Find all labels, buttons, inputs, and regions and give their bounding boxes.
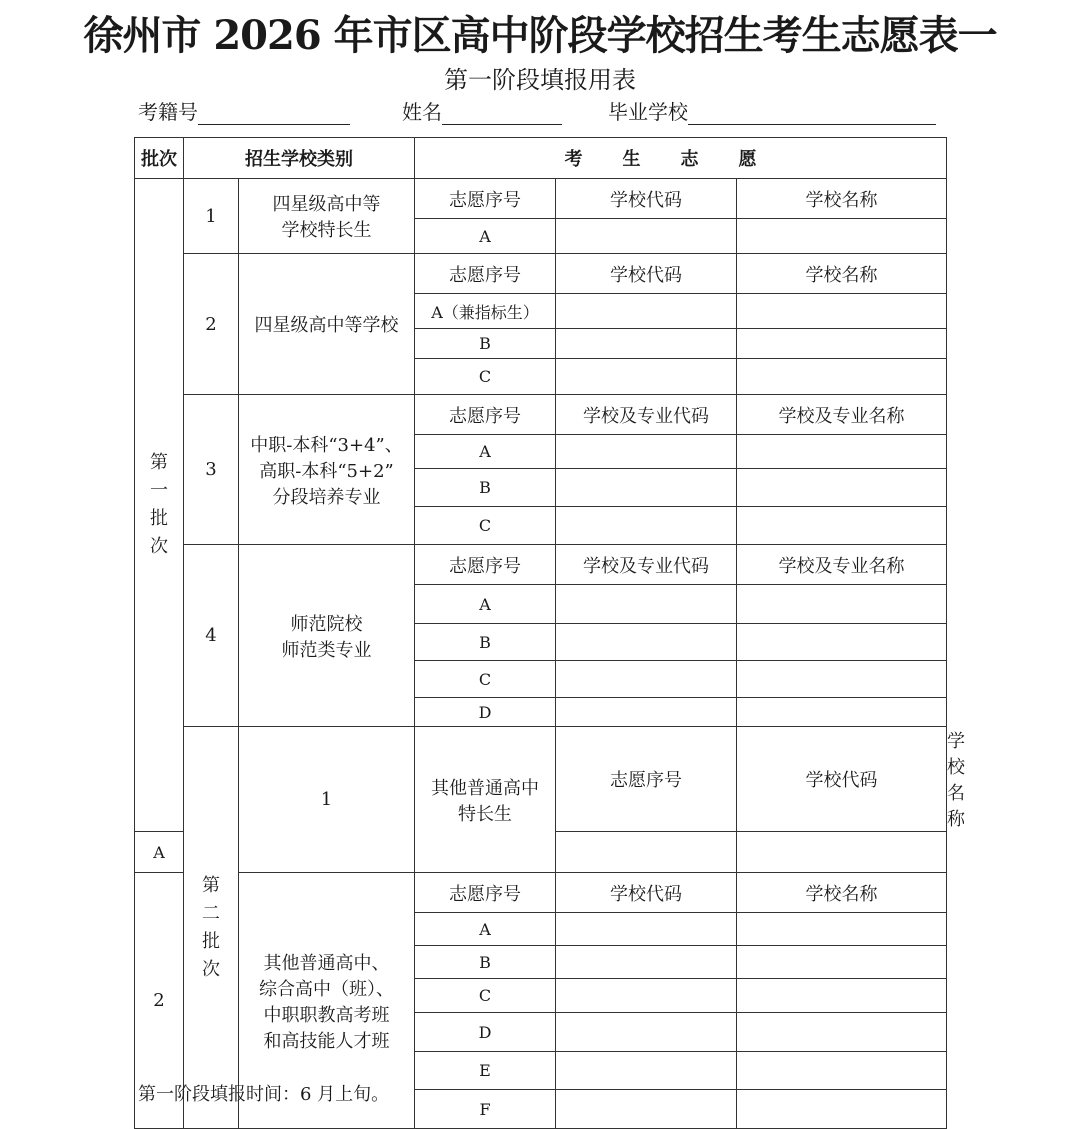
name-cell[interactable] <box>737 435 947 469</box>
name-cell[interactable] <box>737 624 947 661</box>
code-cell[interactable] <box>556 329 737 359</box>
col-name: 学校及专业名称 <box>737 545 947 585</box>
batch1-label: 第 一 批 次 <box>135 179 184 832</box>
name-cell[interactable] <box>737 507 947 545</box>
table-row <box>135 873 947 913</box>
exam-no-blank[interactable] <box>198 102 350 125</box>
code-cell[interactable] <box>556 294 737 329</box>
code-cell[interactable] <box>556 219 737 254</box>
code-cell[interactable] <box>556 1013 737 1052</box>
table-row <box>135 545 947 585</box>
name-cell[interactable] <box>737 913 947 946</box>
wish-order: A <box>415 219 556 254</box>
col-wish-no: 志愿序号 <box>415 545 556 585</box>
code-cell[interactable] <box>556 624 737 661</box>
wish-order: B <box>415 624 556 661</box>
school-label: 毕业学校 <box>608 100 688 124</box>
group-number: 2 <box>184 254 239 395</box>
col-wish-no: 志愿序号 <box>415 179 556 219</box>
col-wish-no: 志愿序号 <box>415 395 556 435</box>
group-number: 2 <box>135 873 184 1129</box>
group-number: 4 <box>184 545 239 727</box>
code-cell[interactable] <box>556 661 737 698</box>
wish-order: E <box>415 1052 556 1090</box>
code-cell[interactable] <box>556 946 737 979</box>
col-wish-no: 志愿序号 <box>556 727 737 832</box>
code-cell[interactable] <box>556 507 737 545</box>
name-cell[interactable] <box>737 832 947 873</box>
group-category: 其他普通高中 特长生 <box>415 727 556 873</box>
exam-no-label: 考籍号 <box>138 100 198 124</box>
wish-order: F <box>415 1090 556 1129</box>
table-row <box>135 395 947 435</box>
group-category: 师范院校 师范类专业 <box>239 545 415 727</box>
col-name: 学校名称 <box>737 179 947 219</box>
name-blank[interactable] <box>442 102 562 125</box>
school-field <box>608 96 936 125</box>
wish-order: B <box>415 329 556 359</box>
wish-order: C <box>415 507 556 545</box>
col-name: 学校及专业名称 <box>737 395 947 435</box>
page-title: 徐州市 2026 年市区高中阶段学校招生考生志愿表一 <box>83 12 997 59</box>
name-cell[interactable] <box>737 698 947 727</box>
table-header-row <box>135 138 947 179</box>
wish-order: D <box>415 1013 556 1052</box>
name-label: 姓名 <box>402 100 442 124</box>
col-code: 学校及专业代码 <box>556 395 737 435</box>
school-blank[interactable] <box>688 102 936 125</box>
code-cell[interactable] <box>556 359 737 395</box>
group-category: 其他普通高中、 综合高中（班）、 中职职教高考班 和高技能人才班 <box>239 873 415 1129</box>
group-number: 1 <box>184 179 239 254</box>
col-code: 学校代码 <box>556 179 737 219</box>
code-cell[interactable] <box>556 913 737 946</box>
col-code: 学校代码 <box>737 727 947 832</box>
table-row <box>135 254 947 294</box>
wish-order: A <box>415 585 556 624</box>
wish-order: C <box>415 661 556 698</box>
wish-order: A（兼指标生） <box>415 294 556 329</box>
col-code: 学校代码 <box>556 873 737 913</box>
group-category: 中职-本科“3+4”、 高职-本科“5+2” 分段培养专业 <box>239 395 415 545</box>
name-field <box>402 96 562 125</box>
wish-form-table <box>134 137 966 1129</box>
table-row: 第 二 批 次 1 其他普通高中 特长生 志愿序号 学校代码 学校名称 <box>135 727 947 832</box>
col-name: 学校名称 <box>737 873 947 913</box>
col-code: 学校及专业代码 <box>556 545 737 585</box>
code-cell[interactable] <box>556 469 737 507</box>
wish-order: C <box>415 979 556 1013</box>
name-cell[interactable] <box>737 219 947 254</box>
name-cell[interactable] <box>737 359 947 395</box>
group-category: 四星级高中等 学校特长生 <box>239 179 415 254</box>
code-cell[interactable] <box>556 979 737 1013</box>
code-cell[interactable] <box>556 1052 737 1090</box>
code-cell[interactable] <box>556 435 737 469</box>
col-wish-no: 志愿序号 <box>415 873 556 913</box>
wish-order: B <box>415 469 556 507</box>
name-cell[interactable] <box>737 294 947 329</box>
code-cell[interactable] <box>556 832 737 873</box>
wish-order: D <box>415 698 556 727</box>
group-number: 1 <box>239 727 415 873</box>
group-category: 四星级高中等学校 <box>239 254 415 395</box>
code-cell[interactable] <box>556 698 737 727</box>
wish-order: A <box>415 435 556 469</box>
name-cell[interactable] <box>737 661 947 698</box>
header-category: 招生学校类别 <box>184 138 415 179</box>
code-cell[interactable] <box>556 1090 737 1129</box>
exam-no-field <box>138 96 350 125</box>
name-cell[interactable] <box>737 979 947 1013</box>
name-cell[interactable] <box>737 1013 947 1052</box>
page-subtitle: 第一阶段填报用表 <box>444 66 636 94</box>
footer-note: 第一阶段填报时间：6 月上旬。 <box>138 1084 390 1105</box>
name-cell[interactable] <box>737 329 947 359</box>
col-wish-no: 志愿序号 <box>415 254 556 294</box>
name-cell[interactable] <box>737 1090 947 1129</box>
group-number: 3 <box>184 395 239 545</box>
name-cell[interactable] <box>737 469 947 507</box>
batch2-label: 第 二 批 次 <box>184 727 239 1129</box>
name-cell[interactable] <box>737 946 947 979</box>
table-row <box>135 179 947 219</box>
wish-order: A <box>135 832 184 873</box>
wish-order: C <box>415 359 556 395</box>
wish-order: B <box>415 946 556 979</box>
col-name: 学校名称 <box>737 254 947 294</box>
name-cell[interactable] <box>737 585 947 624</box>
code-cell[interactable] <box>556 585 737 624</box>
header-wishes: 考生志愿 <box>415 138 947 179</box>
col-code: 学校代码 <box>556 254 737 294</box>
header-batch: 批次 <box>135 138 184 179</box>
wish-order: A <box>415 913 556 946</box>
name-cell[interactable] <box>737 1052 947 1090</box>
